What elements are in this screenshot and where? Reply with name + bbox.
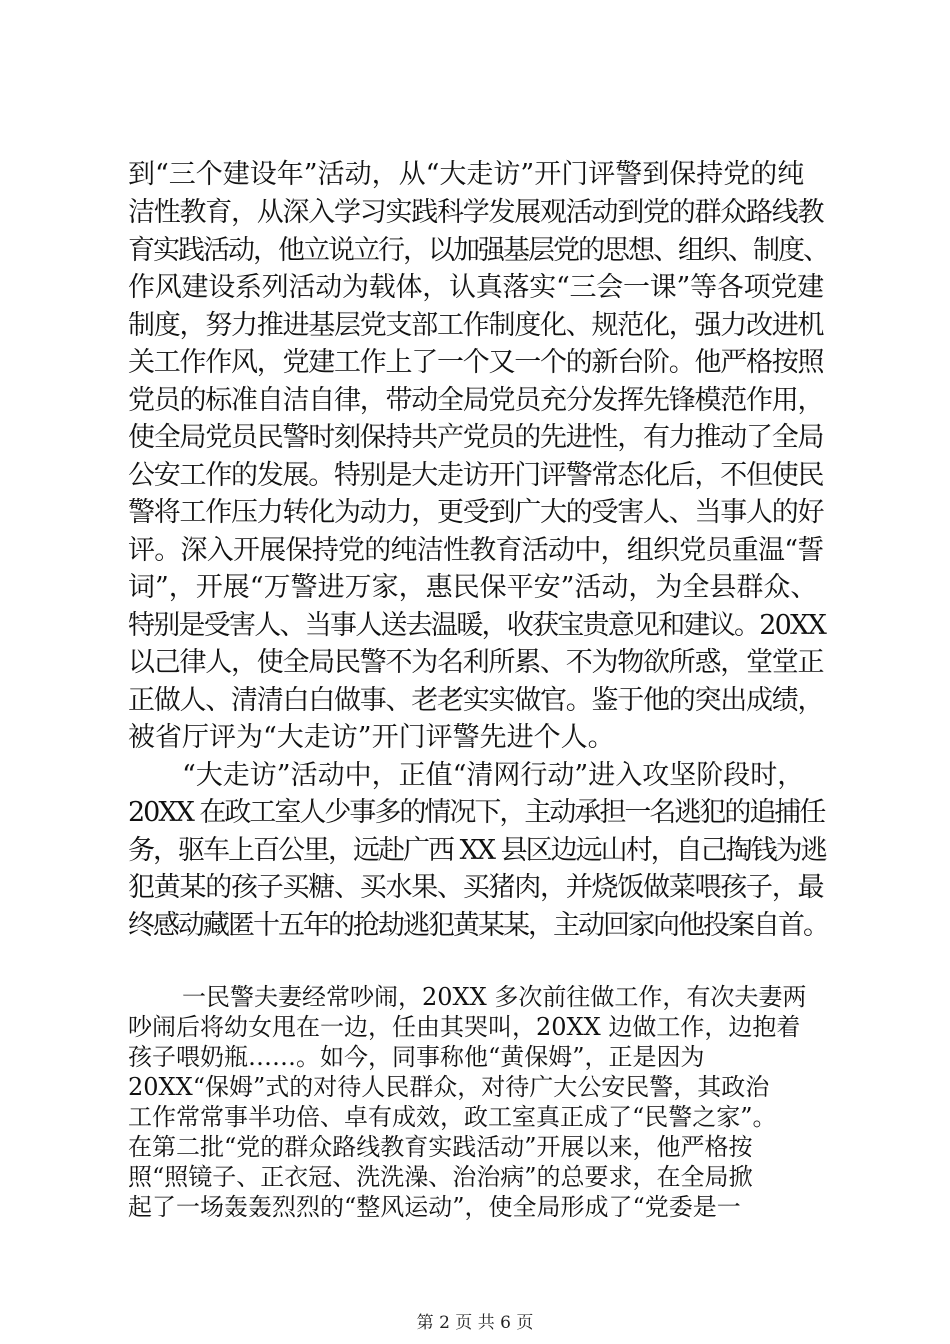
text-line: 照“照镜子、正衣冠、洗洗澡、治治病”的总要求，在全局掀 — [128, 1163, 753, 1191]
paragraph-start-line: 一民警夫妻经常吵闹，20XX 多次前往做工作，有次夫妻两 — [182, 983, 807, 1011]
text-line: 在第二批“党的群众路线教育实践活动”开展以来，他严格按 — [128, 1133, 753, 1161]
text-line: 评。深入开展保持党的纯洁性教育活动中，组织党员重温“誓 — [128, 535, 824, 566]
text-line: 工作常常事半功倍、卓有成效，政工室真正成了“民警之家”。 — [128, 1103, 777, 1131]
page-number-footer: 第 2 页 共 6 页 — [416, 1313, 534, 1333]
text-line: 以己律人，使全局民警不为名利所累、不为物欲所惑，堂堂正 — [128, 647, 824, 678]
text-line: 孩子喂奶瓶……。如今，同事称他“黄保姆”，正是因为 — [128, 1043, 705, 1071]
text-line: 20XX“保姆”式的对待人民群众，对待广大公安民警，其政治 — [128, 1073, 770, 1101]
text-line: 犯黄某的孩子买糖、买水果、买猪肉，并烧饭做菜喂孩子，最 — [128, 872, 824, 903]
text-line: 被省厅评为“大走访”开门评警先进个人。 — [128, 722, 615, 753]
text-line: 党员的标准自洁自律，带动全局党员充分发挥先锋模范作用， — [128, 385, 824, 416]
text-line: 育实践活动，他立说立行，以加强基层党的思想、组织、制度、 — [128, 235, 828, 266]
text-line: 务，驱车上百公里，远赴广西 XX 县区边远山村，自己掏钱为逃 — [128, 835, 826, 866]
text-line: 特别是受害人、当事人送去温暖，收获宝贵意见和建议。20XX — [128, 610, 826, 641]
text-line: 制度，努力推进基层党支部工作制度化、规范化，强力改进机 — [128, 310, 824, 341]
text-line: 洁性教育，从深入学习实践科学发展观活动到党的群众路线教 — [128, 197, 824, 228]
paragraph-start-line: “大走访”活动中，正值“清网行动”进入攻坚阶段时， — [182, 760, 805, 791]
text-line: 关工作作风，党建工作上了一个又一个的新台阶。他严格按照 — [128, 347, 824, 378]
text-line: 吵闹后将幼女甩在一边，任由其哭叫，20XX 边做工作，边抱着 — [128, 1013, 801, 1041]
text-line: 使全局党员民警时刻保持共产党员的先进性，有力推动了全局 — [128, 422, 824, 453]
text-line: 作风建设系列活动为载体，认真落实“三会一课”等各项党建 — [128, 272, 824, 303]
text-line: 到“三个建设年”活动，从“大走访”开门评警到保持党的纯 — [128, 159, 805, 190]
text-line: 终感动藏匿十五年的抢劫逃犯黄某某，主动回家向他投案自首。 — [128, 910, 828, 941]
text-line: 公安工作的发展。特别是大走访开门评警常态化后，不但使民 — [128, 460, 824, 491]
text-line: 警将工作压力转化为动力，更受到广大的受害人、当事人的好 — [128, 497, 824, 528]
text-line: 正做人、清清白白做事、老老实实做官。鉴于他的突出成绩， — [128, 685, 824, 716]
text-line: 20XX 在政工室人少事多的情况下，主动承担一名逃犯的追捕任 — [128, 797, 825, 828]
text-line: 词”，开展“万警进万家，惠民保平安”活动，为全县群众、 — [128, 572, 818, 603]
text-line: 起了一场轰轰烈烈的“整风运动”，使全局形成了“党委是一 — [128, 1193, 741, 1221]
